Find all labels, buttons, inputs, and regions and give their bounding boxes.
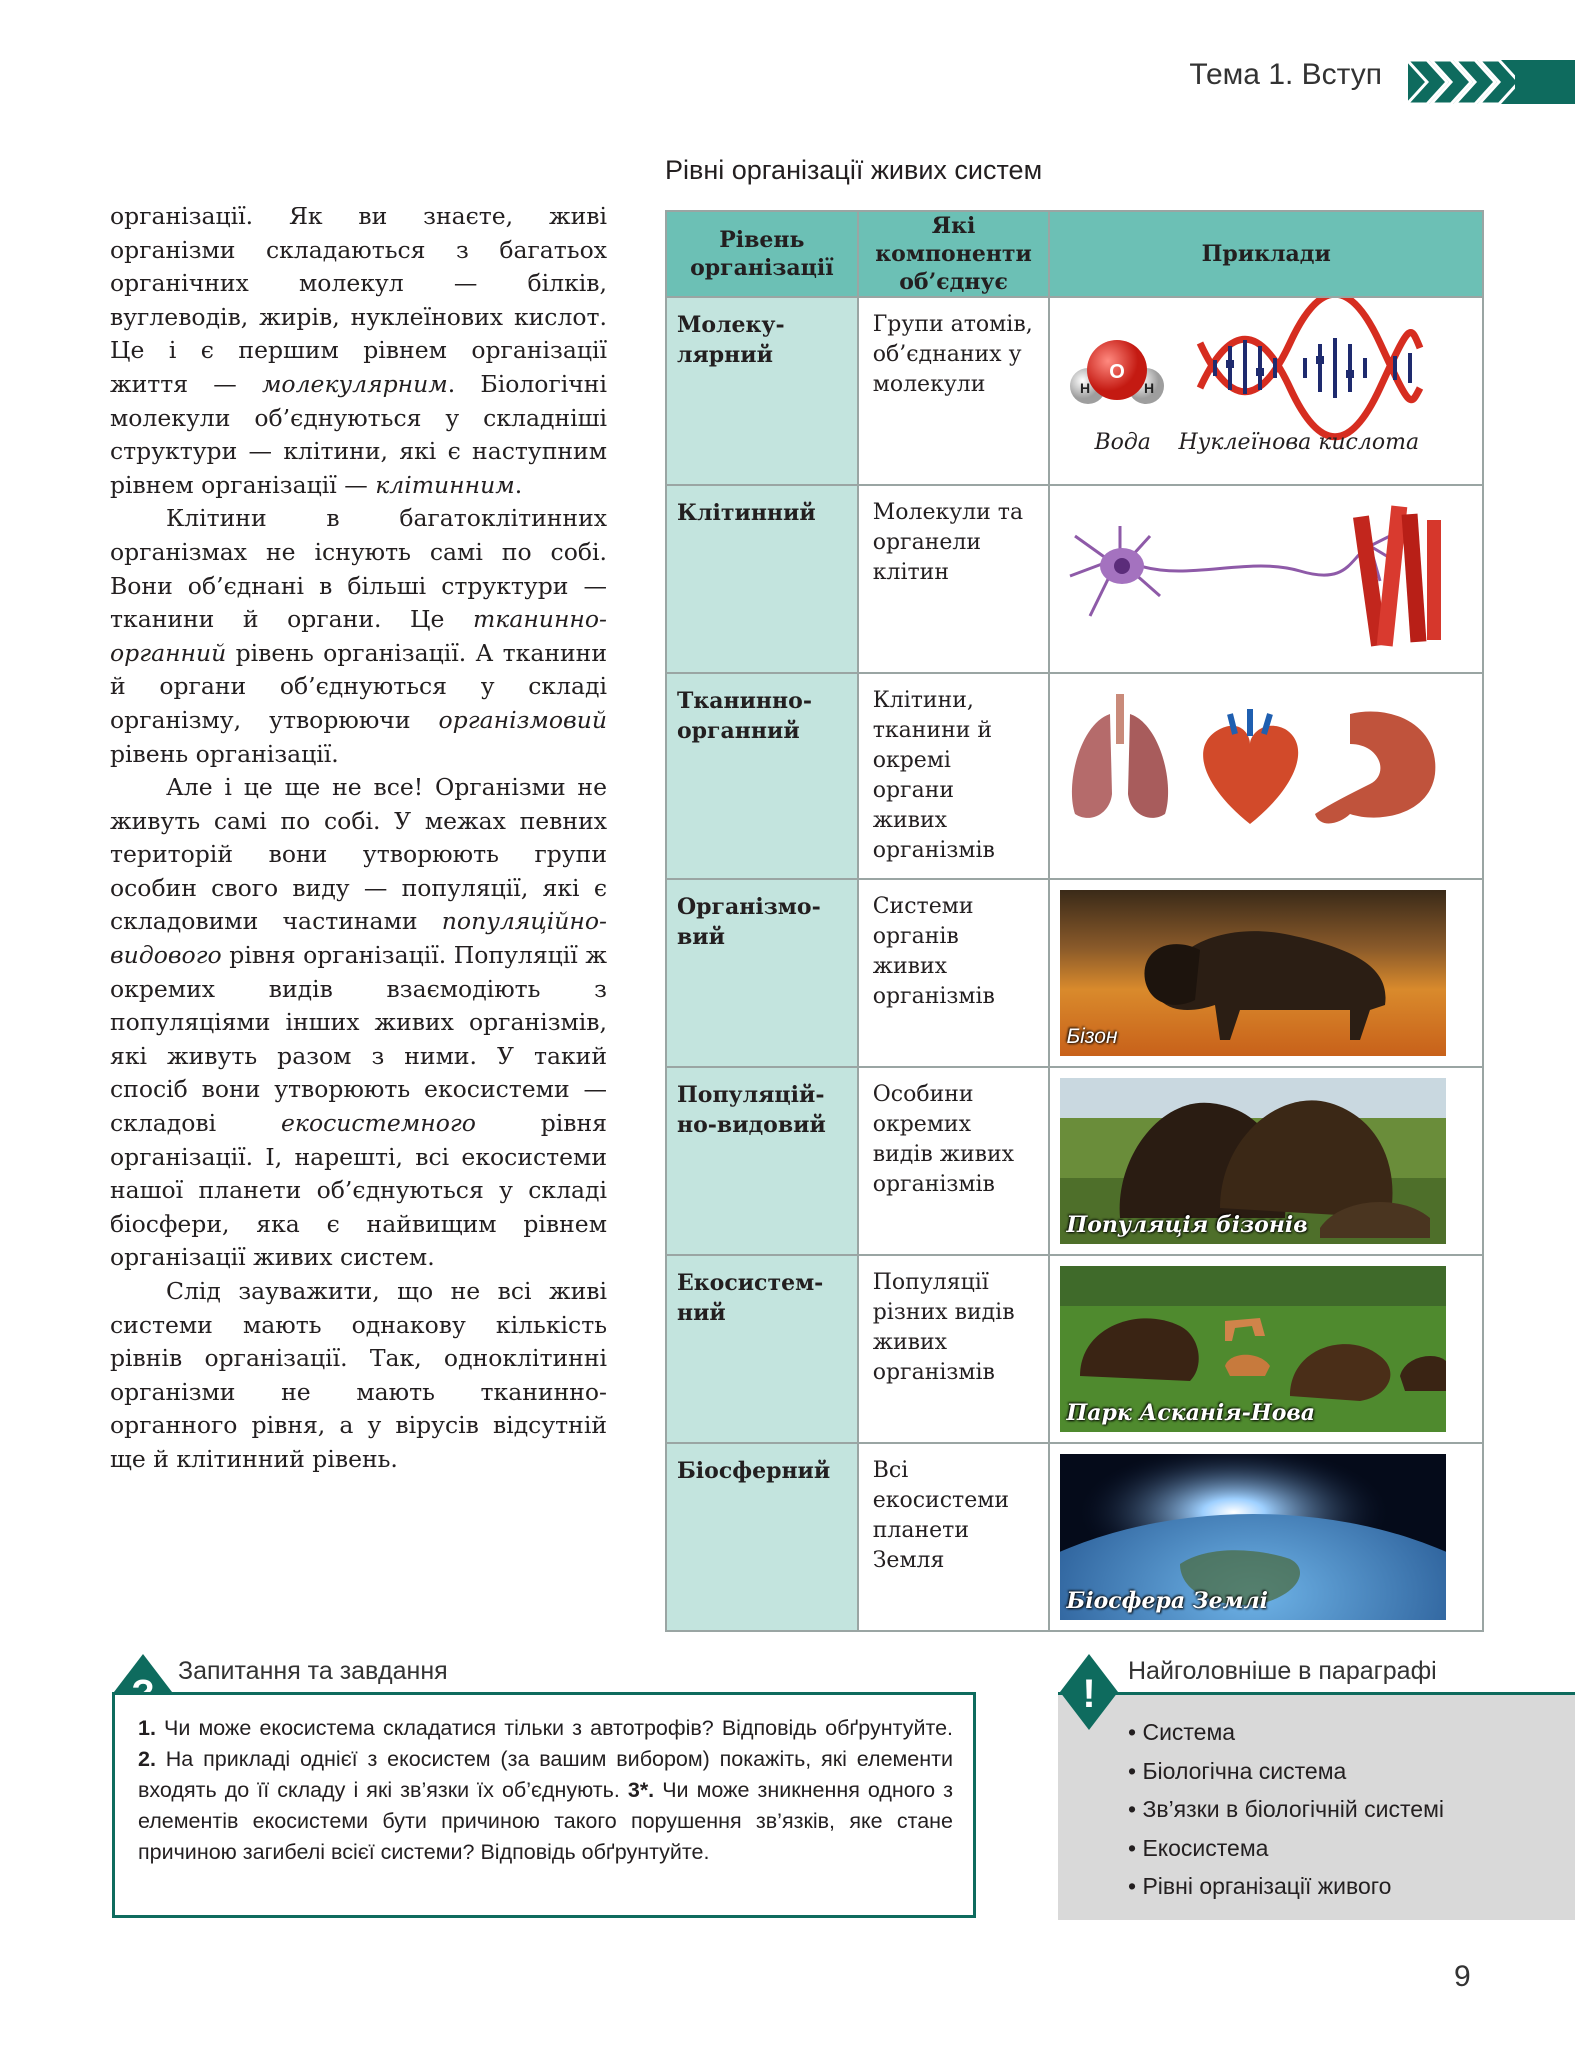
cells-illustration <box>1050 486 1455 672</box>
svg-text:H: H <box>1080 380 1091 396</box>
header-level: Рівень організації <box>666 211 858 297</box>
question-text: Чи може екосистема складатися тільки з автотрофів? Відповідь обґрунтуйте. <box>155 1716 953 1740</box>
svg-text:H: H <box>1144 380 1155 396</box>
level-cell: Популяцій-но-видовий <box>666 1067 858 1255</box>
muscle-fibers-icon <box>1353 506 1441 647</box>
key-point-item: • Система <box>1128 1713 1444 1752</box>
text-run: рівня організації. І, нарешті, всі екосистеми нашої планети об’єднуються у складі біосфери, яка є найвищим рівнем організації живих систем. <box>110 1109 607 1272</box>
table-row <box>666 297 1483 485</box>
dna-icon <box>1200 298 1420 437</box>
components-cell: Групи атомів, об’єднаних у молекули <box>858 297 1050 485</box>
levels-table <box>665 210 1484 1632</box>
components-cell: Всі екосистеми планети Земля <box>858 1443 1050 1631</box>
lungs-icon <box>1072 694 1168 818</box>
bison-population-photo <box>1060 1078 1446 1244</box>
term-emphasis: тканинно-органний <box>110 605 607 667</box>
level-cell: Екосистем-ний <box>666 1255 858 1443</box>
stomach-icon <box>1315 712 1435 824</box>
body-paragraph <box>110 1275 607 1477</box>
body-paragraph <box>110 200 607 502</box>
svg-text:O: O <box>1109 361 1126 383</box>
exclamation-icon <box>1058 1652 1120 1732</box>
header-components: Які компоненти об’єднує <box>858 211 1050 297</box>
term-emphasis: клітинним <box>375 470 515 499</box>
chevrons-icon <box>1405 58 1515 106</box>
question-text: На прикладі однієї з екосистем (за вашим вибором) покажіть, які елементи входять до її складу і які зв’язки їх об’єднують. <box>138 1747 953 1802</box>
svg-text:!: ! <box>1082 1672 1096 1716</box>
key-point-item: • Зв’язки в біологічній системі <box>1128 1790 1444 1829</box>
example-cell <box>1049 673 1483 879</box>
heart-icon <box>1204 709 1299 824</box>
text-run: рівень організації. А тканини й органи об’єднуються у складі організму, утворюючи <box>110 638 607 734</box>
header-examples: Приклади <box>1049 211 1483 297</box>
body-paragraph <box>110 771 607 1275</box>
question-number: 1. <box>138 1716 156 1740</box>
example-cell <box>1049 297 1483 485</box>
main-text <box>110 200 607 1477</box>
page-number: 9 <box>1454 1960 1471 1993</box>
caption-biosphere: Біосфера Землі <box>1066 1588 1269 1614</box>
caption-nucleic-acid: Нуклеїнова кислота <box>1178 430 1420 455</box>
table-row <box>666 673 1483 879</box>
caption-water: Вода <box>1094 430 1151 455</box>
components-cell: Особини окремих видів живих організмів <box>858 1067 1050 1255</box>
example-cell <box>1049 485 1483 673</box>
key-points-line <box>1058 1692 1575 1695</box>
questions-text <box>138 1713 953 1868</box>
example-cell <box>1049 1255 1483 1443</box>
question-number: 2. <box>138 1747 156 1771</box>
components-cell: Популяції різних видів живих організмів <box>858 1255 1050 1443</box>
level-cell: Біосферний <box>666 1443 858 1631</box>
term-emphasis: організмовий <box>438 705 607 734</box>
text-run: . Біологічні молекули об’єднуються у складніші структури — клітини, які є наступним рівнем організації — <box>110 369 607 499</box>
earth-biosphere-photo <box>1060 1454 1446 1620</box>
example-cell <box>1049 1443 1483 1631</box>
key-point-item: • Біологічна система <box>1128 1752 1444 1791</box>
body-paragraph <box>110 502 607 771</box>
text-run: . <box>514 470 523 499</box>
table-row <box>666 1255 1483 1443</box>
level-cell: Організмо-вий <box>666 879 858 1067</box>
question-number: 3*. <box>627 1778 655 1802</box>
key-points-list <box>1128 1713 1444 1906</box>
level-cell: Клітинний <box>666 485 858 673</box>
table-row <box>666 485 1483 673</box>
text-run: Але і це ще не все! Організми не живуть самі по собі. У межах певних територій вони утворюють групи особин свого виду — популяції, які є складовими частинами <box>110 773 607 936</box>
bison-photo <box>1060 890 1446 1056</box>
example-cell <box>1049 879 1483 1067</box>
table-row <box>666 1443 1483 1631</box>
example-cell <box>1049 1067 1483 1255</box>
text-run: рівня організації. Популяції ж окремих видів взаємодіють з популяціями інших живих організмів, які живуть разом з ними. У такий спосіб вони утворюють екосистеми — складові <box>110 941 607 1138</box>
question-text: Чи може зникнення одного з елементів екосистеми бути причиною такого порушення зв’язків, яке стане причиною загибелі всієї системи? Відповідь обґрунтуйте. <box>138 1778 953 1864</box>
table-row <box>666 1067 1483 1255</box>
key-point-item: • Рівні організації живого <box>1128 1867 1444 1906</box>
term-emphasis: молекулярним <box>261 369 448 398</box>
table-title: Рівні організації живих систем <box>665 155 1043 185</box>
text-run: рівень організації. <box>110 739 339 768</box>
askania-nova-photo <box>1060 1266 1446 1432</box>
level-cell: Молеку-лярний <box>666 297 858 485</box>
caption-bison: Бізон <box>1066 1025 1118 1048</box>
water-molecule-icon <box>1070 340 1164 404</box>
caption-askania-nova: Парк Асканія-Нова <box>1066 1400 1316 1426</box>
chapter-title: Тема 1. Вступ <box>1189 58 1382 91</box>
text-run: Слід зауважити, що не всі живі системи мають однакову кількість рівнів організації. Так, одноклітинні організми не мають тканинно-органного рівня, а у вірусів відсутній ще й клітинний рівень. <box>110 1277 607 1473</box>
organs-illustration <box>1050 674 1455 860</box>
text-run: Клітини в багатоклітинних організмах не існують самі по собі. Вони об’єднані в більші структури — тканини й органи. Це <box>110 504 607 634</box>
components-cell: Системи органів живих організмів <box>858 879 1050 1067</box>
questions-title: Запитання та завдання <box>178 1657 448 1685</box>
term-emphasis: популяційно-видового <box>110 907 607 970</box>
key-points-title: Найголовніше в параграфі <box>1128 1657 1437 1685</box>
text-run: організації. Як ви знаєте, живі організми складаються з багатьох органічних молекул — білків, вуглеводів, жирів, нуклеїнових кислот. Це і є першим рівнем організації життя — <box>110 202 607 398</box>
term-emphasis: екосистемного <box>281 1109 476 1138</box>
key-point-item: • Екосистема <box>1128 1829 1444 1868</box>
level-cell: Тканинно-органний <box>666 673 858 879</box>
caption-population: Популяція бізонів <box>1066 1212 1308 1238</box>
components-cell: Молекули та органели клітин <box>858 485 1050 673</box>
table-row <box>666 879 1483 1067</box>
components-cell: Клітини, тканини й окремі органи живих організмів <box>858 673 1050 879</box>
